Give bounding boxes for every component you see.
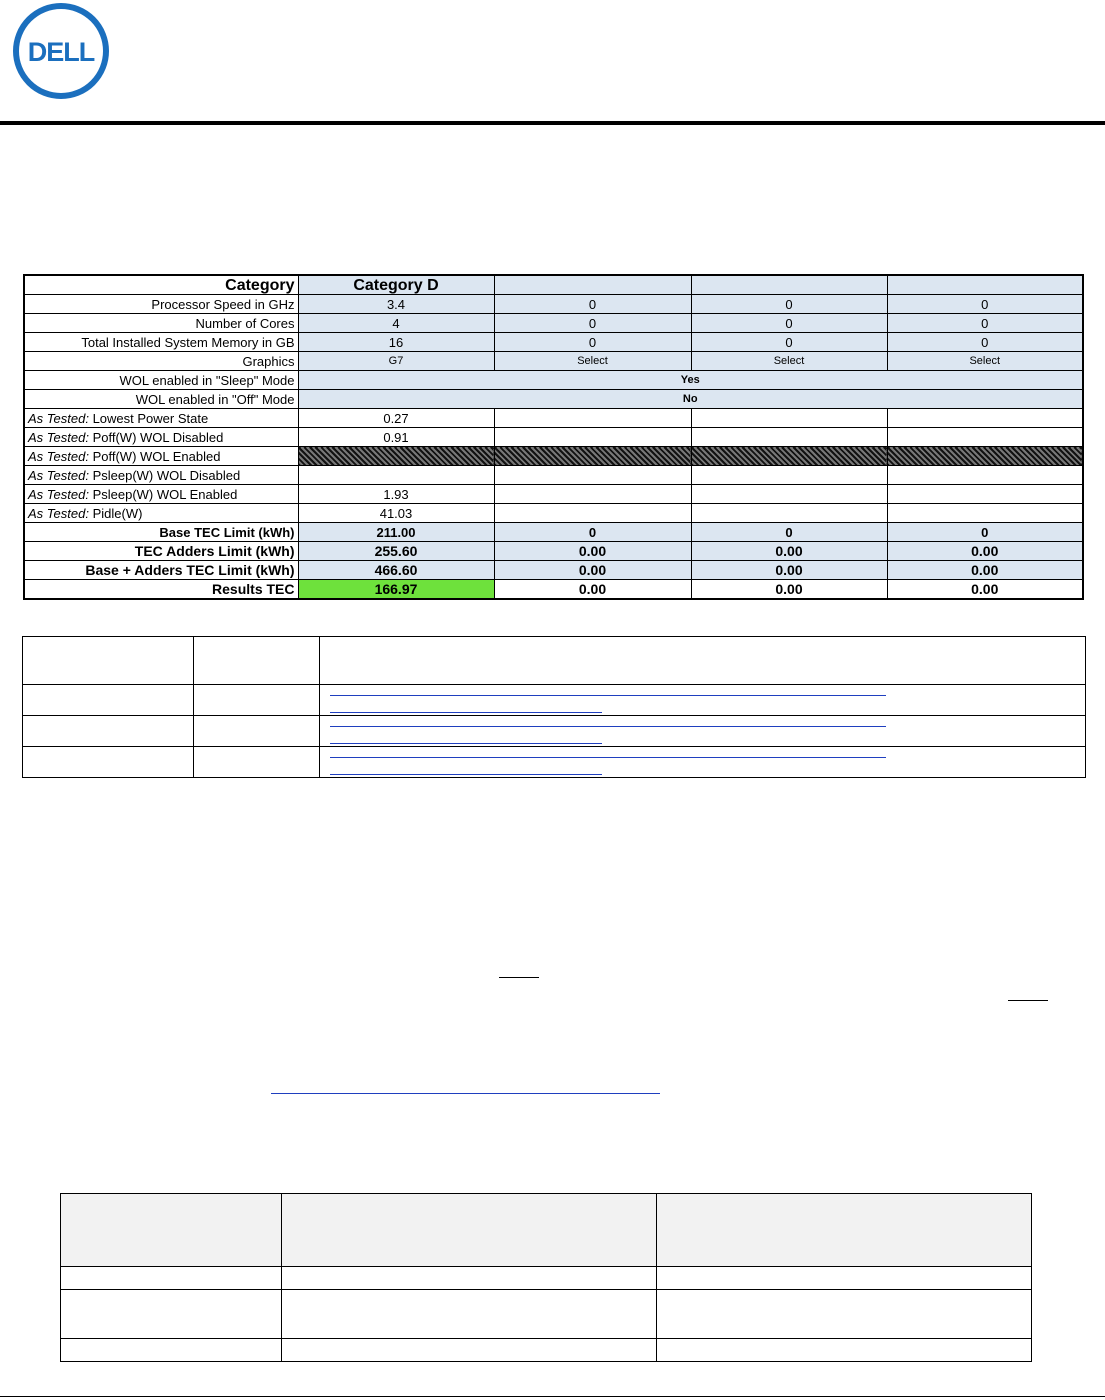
cell: [282, 1339, 657, 1362]
row-label: As Tested: Lowest Power State: [24, 409, 298, 428]
cell: [887, 275, 1083, 295]
cell[interactable]: [887, 466, 1083, 485]
table-row: [24, 409, 1083, 428]
cell[interactable]: [494, 466, 691, 485]
cell: [194, 716, 320, 747]
cell: 0.00: [494, 561, 691, 580]
inline-link[interactable]: [271, 1093, 660, 1094]
header-cell: [282, 1194, 657, 1267]
table-row: [24, 504, 1083, 523]
table-row: [24, 295, 1083, 314]
table-row: [23, 637, 1086, 685]
cell: 0.00: [494, 580, 691, 600]
cell: [61, 1290, 282, 1339]
row-label: Results TEC: [24, 580, 298, 600]
cell[interactable]: [691, 466, 887, 485]
cell: [320, 716, 1086, 747]
cell[interactable]: 0: [887, 333, 1083, 352]
header-cell: [320, 637, 1086, 685]
cell: [657, 1290, 1032, 1339]
cell: [494, 275, 691, 295]
cell[interactable]: [691, 504, 887, 523]
row-label: Number of Cores: [24, 314, 298, 333]
cell: [691, 275, 887, 295]
table-row: [24, 485, 1083, 504]
cell[interactable]: [494, 428, 691, 447]
cell: 0.00: [691, 561, 887, 580]
cell: [23, 747, 194, 778]
table-row: [24, 371, 1083, 390]
header-rule: [0, 121, 1105, 125]
row-label: TEC Adders Limit (kWh): [24, 542, 298, 561]
wol-off-select[interactable]: No: [298, 390, 1083, 409]
graphics-select[interactable]: Select: [494, 352, 691, 371]
row-label: Category: [24, 275, 298, 295]
document-link[interactable]: [330, 724, 886, 745]
table-row: [24, 542, 1083, 561]
cell: [657, 1267, 1032, 1290]
table-row: [24, 314, 1083, 333]
table-row: [23, 747, 1086, 778]
cell[interactable]: 0: [887, 295, 1083, 314]
header-cell: [23, 637, 194, 685]
cell[interactable]: [494, 409, 691, 428]
header-cell: [194, 637, 320, 685]
row-label: Total Installed System Memory in GB: [24, 333, 298, 352]
cell: 466.60: [298, 561, 494, 580]
cell[interactable]: 4: [298, 314, 494, 333]
document-link[interactable]: [330, 693, 886, 714]
header-cell: [657, 1194, 1032, 1267]
cell: 0: [494, 523, 691, 542]
table-row: [24, 447, 1083, 466]
cell[interactable]: [691, 485, 887, 504]
row-label: As Tested: Poff(W) WOL Enabled: [24, 447, 298, 466]
tec-calculator-table: [23, 274, 1084, 600]
disabled-cell: [298, 447, 494, 466]
cell[interactable]: 0: [691, 333, 887, 352]
cell[interactable]: 0: [691, 314, 887, 333]
table-row: [24, 275, 1083, 295]
table-row: [24, 352, 1083, 371]
row-label: WOL enabled in "Off" Mode: [24, 390, 298, 409]
table-row: [24, 466, 1083, 485]
graphics-select[interactable]: G7: [298, 352, 494, 371]
cell: 0: [691, 523, 887, 542]
cell[interactable]: [887, 485, 1083, 504]
row-label: As Tested: Poff(W) WOL Disabled: [24, 428, 298, 447]
disabled-cell: [887, 447, 1083, 466]
cell: [23, 716, 194, 747]
table-row: [24, 580, 1083, 600]
cell[interactable]: 0: [494, 295, 691, 314]
table-row: [61, 1194, 1032, 1267]
cell[interactable]: [887, 428, 1083, 447]
row-label: As Tested: Pidle(W): [24, 504, 298, 523]
table-row: [24, 523, 1083, 542]
logo-text: DELL: [27, 37, 95, 67]
text-underline: [499, 977, 539, 978]
cell[interactable]: [691, 409, 887, 428]
cell[interactable]: [887, 504, 1083, 523]
cell[interactable]: 0: [887, 314, 1083, 333]
row-label: Base + Adders TEC Limit (kWh): [24, 561, 298, 580]
dell-logo: [12, 2, 110, 100]
cell: 0.00: [887, 561, 1083, 580]
table-row: [61, 1339, 1032, 1362]
cell: 0.00: [691, 542, 887, 561]
row-label: As Tested: Psleep(W) WOL Enabled: [24, 485, 298, 504]
cell: [320, 747, 1086, 778]
graphics-select[interactable]: Select: [887, 352, 1083, 371]
disabled-cell: [691, 447, 887, 466]
header-cell: [61, 1194, 282, 1267]
table-row: [23, 685, 1086, 716]
links-table: [22, 636, 1086, 778]
table-row: [24, 333, 1083, 352]
graphics-select[interactable]: Select: [691, 352, 887, 371]
cell: [194, 747, 320, 778]
cell: 0: [887, 523, 1083, 542]
cell[interactable]: 41.03: [298, 504, 494, 523]
wol-sleep-select[interactable]: Yes: [298, 371, 1083, 390]
cell[interactable]: 0: [691, 295, 887, 314]
cell: [657, 1339, 1032, 1362]
cell: [282, 1290, 657, 1339]
cell: 0.00: [494, 542, 691, 561]
cell: 0.00: [887, 542, 1083, 561]
disabled-cell: [494, 447, 691, 466]
row-label: As Tested: Psleep(W) WOL Disabled: [24, 466, 298, 485]
cell[interactable]: 1.93: [298, 485, 494, 504]
cell[interactable]: [494, 504, 691, 523]
cell[interactable]: [691, 428, 887, 447]
cell[interactable]: 0.27: [298, 409, 494, 428]
row-label: WOL enabled in "Sleep" Mode: [24, 371, 298, 390]
table-row: [24, 428, 1083, 447]
cell: [61, 1339, 282, 1362]
cell: Category D: [298, 275, 494, 295]
cell: 0.00: [887, 580, 1083, 600]
table-row: [24, 390, 1083, 409]
table-row: [61, 1267, 1032, 1290]
results-tec-cell: 166.97: [298, 580, 494, 600]
text-underline: [1008, 1000, 1048, 1001]
row-label: Processor Speed in GHz: [24, 295, 298, 314]
row-label: Base TEC Limit (kWh): [24, 523, 298, 542]
cell[interactable]: 0: [494, 314, 691, 333]
cell: [282, 1267, 657, 1290]
cell[interactable]: 16: [298, 333, 494, 352]
cell: [320, 685, 1086, 716]
table-row: [24, 561, 1083, 580]
document-link[interactable]: [330, 755, 886, 776]
bottom-table: [60, 1193, 1032, 1362]
cell: 0.00: [691, 580, 887, 600]
table-row: [23, 716, 1086, 747]
footer-rule: [0, 1396, 1105, 1397]
cell: [23, 685, 194, 716]
cell: 255.60: [298, 542, 494, 561]
cell[interactable]: 0: [494, 333, 691, 352]
cell: [194, 685, 320, 716]
cell[interactable]: [887, 409, 1083, 428]
cell[interactable]: 3.4: [298, 295, 494, 314]
cell: [61, 1267, 282, 1290]
table-row: [61, 1290, 1032, 1339]
cell[interactable]: [298, 466, 494, 485]
cell: 211.00: [298, 523, 494, 542]
row-label: Graphics: [24, 352, 298, 371]
cell[interactable]: [494, 485, 691, 504]
cell[interactable]: 0.91: [298, 428, 494, 447]
